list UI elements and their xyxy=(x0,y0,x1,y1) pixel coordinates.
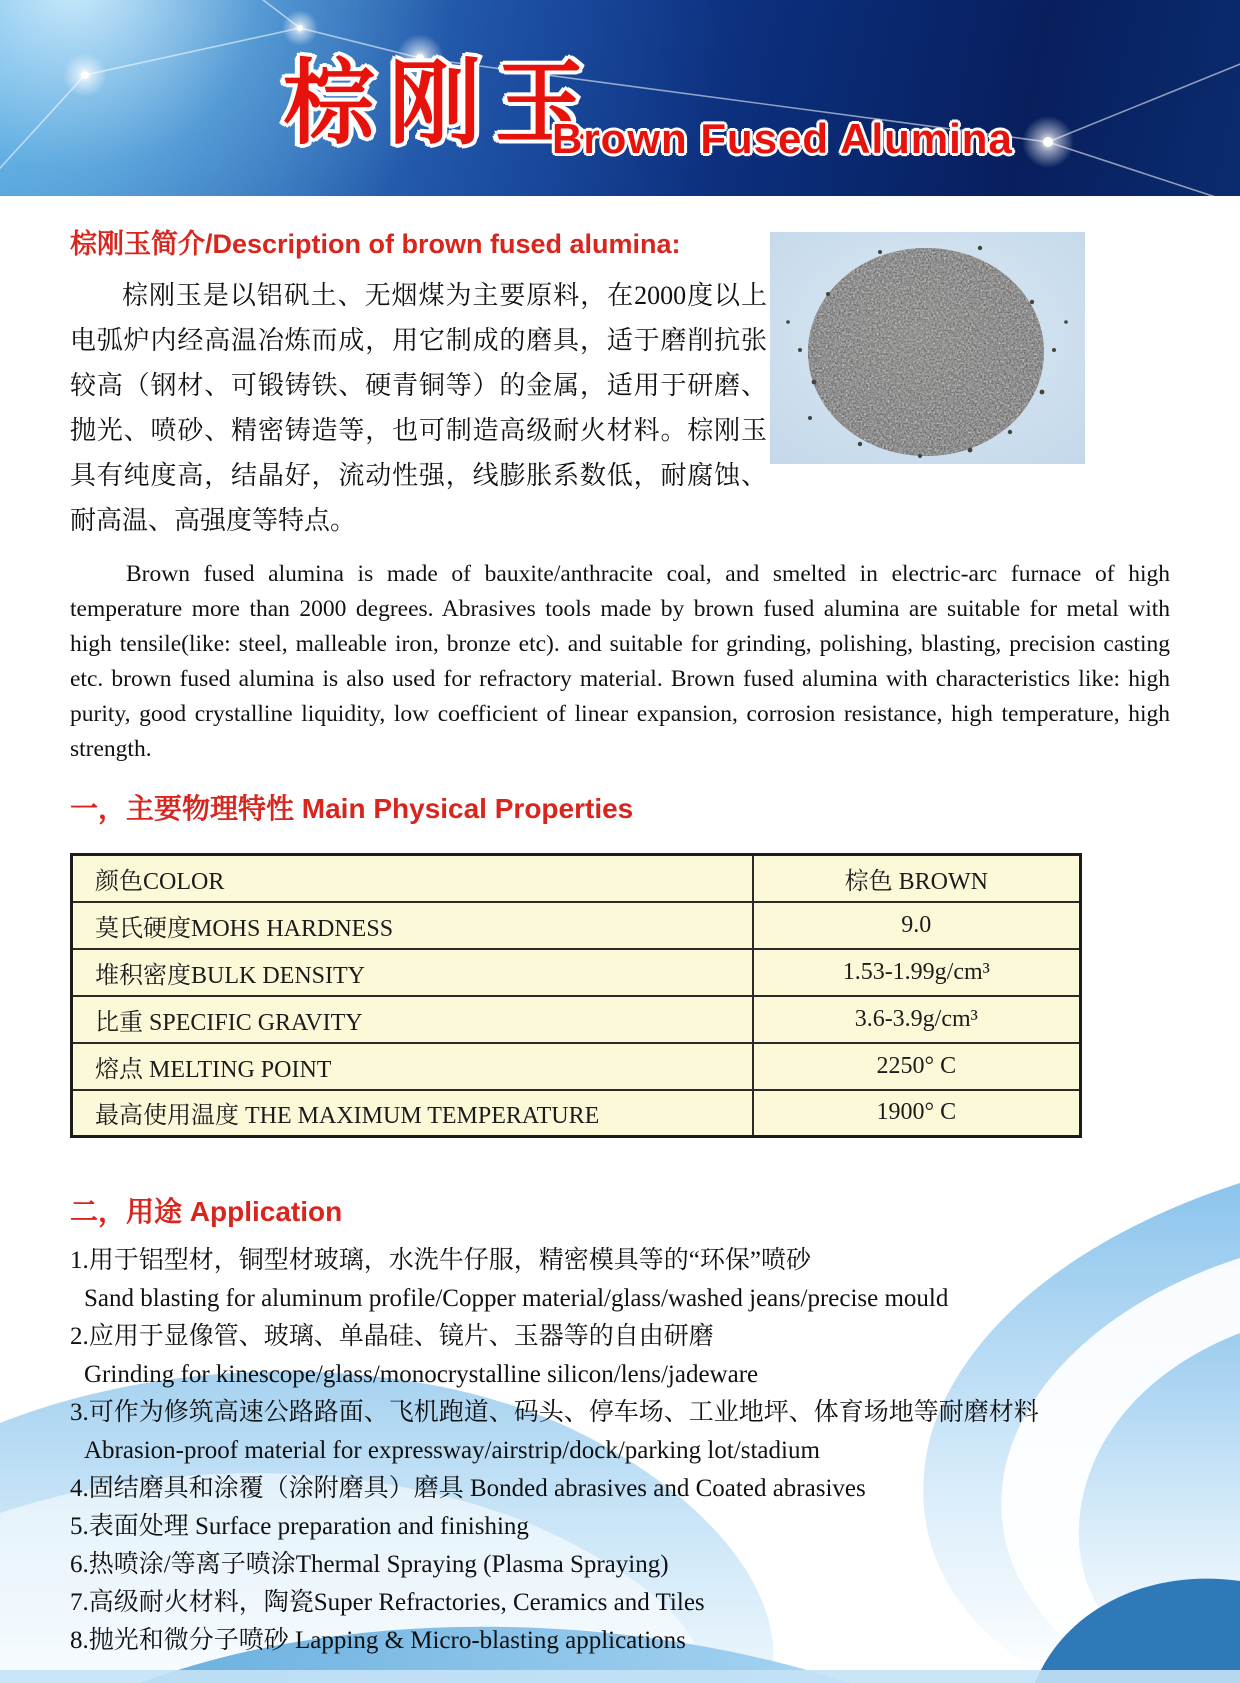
product-photo xyxy=(770,232,1085,464)
application-item-chinese: 2.应用于显像管、玻璃、单晶硅、镜片、玉器等的自由研磨 xyxy=(70,1323,714,1350)
header-banner xyxy=(0,0,1240,196)
main-content xyxy=(0,222,1240,1660)
description-paragraph-english: Brown fused alumina is made of bauxite/anthracite coal, and smelted in electric-arc furnace of high temperature more than 2000 degrees. Abrasives tools made by brown fused alumina are suitable for metal with high tensile(like: steel, malleable iron, bronze etc). and suitable for grinding, polishing, blasting, precision casting etc. brown fused alumina is also used for refractory material. Brown fused alumina with characteristics like: high purity, good crystalline liquidity, low coefficient of linear expansion, corrosion resistance, high temperature, high strength. xyxy=(70,561,1170,762)
property-value-cell: 9.0 xyxy=(753,902,1081,949)
properties-table xyxy=(70,853,1082,1138)
table-row xyxy=(72,902,1081,949)
application-item: 6.热喷涂/等离子喷涂Thermal Spraying (Plasma Spraying) xyxy=(70,1551,669,1578)
property-value-cell: 3.6-3.9g/cm³ xyxy=(753,996,1081,1043)
application-item-english: Sand blasting for aluminum profile/Copper material/glass/washed jeans/precise mould xyxy=(84,1285,949,1312)
application-item-chinese: 1.用于铝型材，铜型材玻璃，水洗牛仔服，精密模具等的“环保”喷砂 xyxy=(70,1247,811,1274)
property-label-cell: 颜色COLOR xyxy=(72,855,753,902)
description-paragraph-chinese: 棕刚玉是以铝矾土、无烟煤为主要原料，在2000度以上电弧炉内经高温冶炼而成，用它制成的磨具，适于磨削抗张较高（钢材、可锻铸铁、硬青铜等）的金属，适用于研磨、抛光、喷砂、精密铸造等，也可制造高级耐火材料。棕刚玉具有纯度高，结晶好，流动性强，线膨胀系数低，耐腐蚀、耐高温、高强度等特点。 xyxy=(70,281,767,535)
table-row xyxy=(72,1043,1081,1090)
property-value-cell: 1.53-1.99g/cm³ xyxy=(753,949,1081,996)
property-label-cell: 最高使用温度 THE MAXIMUM TEMPERATURE xyxy=(72,1090,753,1137)
page-title-english: Brown Fused Alumina xyxy=(552,115,1013,162)
property-label-cell: 比重 SPECIFIC GRAVITY xyxy=(72,996,753,1043)
property-label-cell: 莫氏硬度MOHS HARDNESS xyxy=(72,902,753,949)
description-section xyxy=(70,222,1170,543)
table-row xyxy=(72,855,1081,902)
application-heading: 二，用途 Application xyxy=(70,1196,343,1227)
application-item: 4.固结磨具和涂覆（涂附磨具）磨具 Bonded abrasives and Coated abrasives xyxy=(70,1475,866,1502)
properties-heading: 一，主要物理特性 Main Physical Properties xyxy=(70,793,634,824)
table-row xyxy=(72,949,1081,996)
application-item-english: Grinding for kinescope/glass/monocrystalline silicon/lens/jadeware xyxy=(84,1361,759,1388)
application-item: 7.高级耐火材料，陶瓷Super Refractories, Ceramics and Tiles xyxy=(70,1589,705,1616)
description-heading: 棕刚玉简介/Description of brown fused alumina: xyxy=(70,229,681,259)
table-row xyxy=(72,1090,1081,1137)
light-rays-decoration xyxy=(0,0,1240,196)
property-value-cell: 1900° C xyxy=(753,1090,1081,1137)
application-item-english: Abrasion-proof material for expressway/airstrip/dock/parking lot/stadium xyxy=(84,1437,820,1464)
property-label-cell: 堆积密度BULK DENSITY xyxy=(72,949,753,996)
application-item: 5.表面处理 Surface preparation and finishing xyxy=(70,1513,529,1540)
application-item-chinese: 3.可作为修筑高速公路路面、飞机跑道、码头、停车场、工业地坪、体育场地等耐磨材料 xyxy=(70,1399,1039,1426)
table-row xyxy=(72,996,1081,1043)
application-item: 8.抛光和微分子喷砂 Lapping & Micro-blasting applications xyxy=(70,1627,686,1654)
property-value-cell: 2250° C xyxy=(753,1043,1081,1090)
property-label-cell: 熔点 MELTING POINT xyxy=(72,1043,753,1090)
property-value-cell: 棕色 BROWN xyxy=(753,855,1081,902)
application-list xyxy=(70,1242,1170,1660)
page-title-chinese: 棕刚玉 xyxy=(283,53,602,155)
